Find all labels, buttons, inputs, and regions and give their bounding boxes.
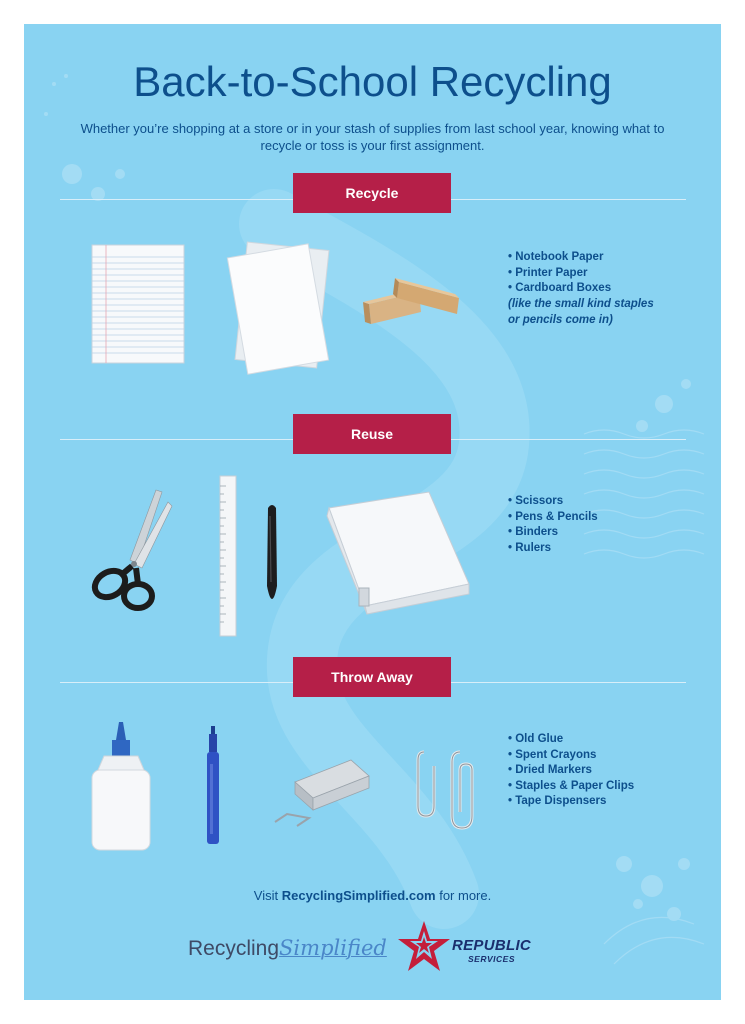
notebook-paper-icon [84, 239, 194, 369]
republic-brand-sub: SERVICES [468, 954, 515, 964]
list-item: • Tape Dispensers [508, 794, 688, 810]
recycle-note: (like the small kind staples or pencils come in) [508, 298, 654, 326]
logo-right-text: Simplified [279, 936, 387, 960]
throw-away-list [508, 732, 688, 810]
poster [24, 24, 721, 1000]
scissors-icon [84, 484, 174, 619]
pen-icon [262, 502, 282, 612]
cardboard-boxes-icon [359, 264, 479, 344]
republic-services-star-icon [396, 919, 452, 975]
visit-suffix: for more. [435, 888, 492, 903]
throw-away-banner: Throw Away [293, 657, 451, 697]
list-item: • Cardboard Boxes [508, 281, 688, 297]
list-item: • Scissors [508, 494, 688, 510]
ruler-icon [214, 474, 244, 639]
recycling-simplified-logo [188, 936, 387, 961]
republic-brand-name: REPUBLIC [452, 937, 532, 954]
staples-icon [269, 754, 374, 834]
paper-clips-icon [414, 746, 476, 830]
list-item: • Spent Crayons [508, 748, 688, 764]
visit-link[interactable]: RecyclingSimplified.com [281, 888, 436, 903]
recycle-list [508, 250, 688, 297]
list-item: • Printer Paper [508, 266, 688, 282]
binder-icon [319, 488, 474, 618]
marker-icon [202, 724, 224, 848]
list-item: • Notebook Paper [508, 250, 688, 266]
reuse-banner: Reuse [293, 414, 451, 454]
visit-prefix: Visit [253, 888, 282, 903]
list-item: • Staples & Paper Clips [508, 779, 688, 795]
list-item: • Rulers [508, 541, 688, 557]
list-item: • Binders [508, 525, 688, 541]
list-item: • Pens & Pencils [508, 510, 688, 526]
visit-line [24, 888, 721, 903]
recycle-banner: Recycle [293, 173, 451, 213]
printer-paper-icon [219, 236, 349, 376]
glue-bottle-icon [88, 722, 158, 854]
list-item: • Old Glue [508, 732, 688, 748]
list-item: • Dried Markers [508, 763, 688, 779]
logo-left-text: Recycling [188, 937, 280, 960]
page-title: Back-to-School Recycling [133, 58, 612, 105]
reuse-list [508, 494, 688, 556]
page-subtitle: Whether you’re shopping at a store or in your stash of supplies from last school year, knowing what to recycle or toss is your first assignment. [80, 121, 665, 153]
